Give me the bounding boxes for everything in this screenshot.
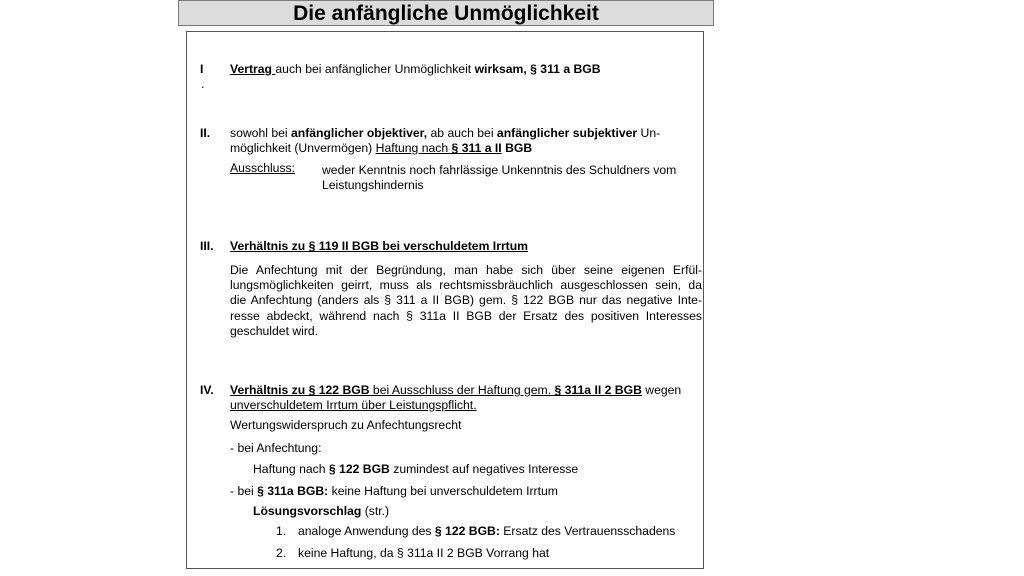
bei311-c: keine Haftung bei unverschuldetem Irrtum xyxy=(328,484,558,498)
s2-l2c: § 311 a II xyxy=(451,141,502,155)
s2-l1d: anfänglicher subjektiver xyxy=(496,126,638,140)
s3-line-1: Die Anfechtung mit der Begründung, man habe sich über seine eigenen Erfül- xyxy=(230,263,702,277)
s3-line-4: resse abdeckt, während nach § 311a II BGB der Ersatz des positiven Interesses xyxy=(230,308,702,323)
section-number-2: II. xyxy=(200,126,211,140)
bei-anfechtung: - bei Anfechtung: xyxy=(230,441,322,455)
haftung-122 xyxy=(253,462,578,477)
item-1-text xyxy=(298,524,675,539)
s4-h1a: Verhältnis zu § 122 BGB xyxy=(230,383,370,397)
content-box xyxy=(186,31,704,569)
section-2-line-1 xyxy=(230,126,660,141)
haftung-a: Haftung nach xyxy=(253,462,329,476)
wirksam-term: wirksam, § 311 a BGB xyxy=(474,62,601,76)
s3-line-2: lungsmöglichkeiten geirrt, muss als rechtsmissbräuchlich ausgeschlossen sein, da xyxy=(230,278,702,293)
item-2-number: 2. xyxy=(276,546,287,560)
s4-h1d: wegen xyxy=(641,383,682,397)
loesung-a: Lösungsvorschlag xyxy=(253,504,362,518)
s2-l1a: sowohl bei xyxy=(230,126,291,140)
bei-311a xyxy=(230,484,558,499)
loesungsvorschlag xyxy=(253,504,389,519)
section-4-heading-line-1 xyxy=(230,383,681,398)
section-3-paragraph xyxy=(230,263,702,339)
item1-b: § 122 BGB: xyxy=(434,524,500,538)
ausschluss-line-2: Leistungshindernis xyxy=(322,178,424,192)
s2-l2b: Haftung nach xyxy=(375,141,452,155)
section-2-line-2 xyxy=(230,141,532,156)
s2-l1b: anfänglicher objektiver, xyxy=(290,126,428,140)
section-4-heading-line-2: unverschuldetem Irrtum über Leistungspflicht. xyxy=(230,398,477,412)
section-1-text xyxy=(230,62,601,77)
wertungswiderspruch: Wertungswiderspruch zu Anfechtungsrecht xyxy=(230,418,462,432)
section-3-heading: Verhältnis zu § 119 II BGB bei verschuldetem Irrtum xyxy=(230,239,529,253)
vertrag-term: Vertrag xyxy=(230,62,276,76)
bei311-a: - bei xyxy=(230,484,258,498)
bei311-b: § 311a BGB: xyxy=(257,484,329,498)
section-number-3: III. xyxy=(200,239,214,253)
s2-l2d: BGB xyxy=(501,141,533,155)
haftung-b: § 122 BGB xyxy=(328,462,390,476)
ausschluss-label: Ausschluss: xyxy=(230,161,296,175)
item-2-text: keine Haftung, da § 311a II 2 BGB Vorrang hat xyxy=(298,546,550,560)
s3-line-3: die Anfechtung (anders als § 311 a II BGB) gem. § 122 BGB nur das negative Inte- xyxy=(230,293,702,308)
item-1-number: 1. xyxy=(276,524,287,538)
s2-l1c: ab auch bei xyxy=(427,126,497,140)
s4-h1b: bei Ausschluss der Haftung gem. xyxy=(369,383,555,397)
loesung-b: (str.) xyxy=(361,504,390,518)
item1-a: analoge Anwendung des xyxy=(298,524,435,538)
slide-title: Die anfängliche Unmöglichkeit xyxy=(178,0,714,26)
ausschluss-line-1: weder Kenntnis noch fahrlässige Unkenntnis des Schuldners vom xyxy=(322,163,677,177)
haftung-c: zumindest auf negatives Interesse xyxy=(389,462,579,476)
s3-line-5: geschuldet wird. xyxy=(230,323,319,338)
item1-c: Ersatz des Vertrauensschadens xyxy=(499,524,676,538)
s2-l2a: möglichkeit (Unvermögen) xyxy=(230,141,376,155)
section-number-4: IV. xyxy=(200,383,214,397)
section-1-text-mid: auch bei anfänglicher Unmöglichkeit xyxy=(275,62,475,76)
s2-l1e: Un- xyxy=(637,126,661,140)
section-number-1-dot: . xyxy=(201,77,205,91)
s4-h1c: § 311a II 2 BGB xyxy=(554,383,642,397)
section-number-1: I xyxy=(200,62,204,76)
